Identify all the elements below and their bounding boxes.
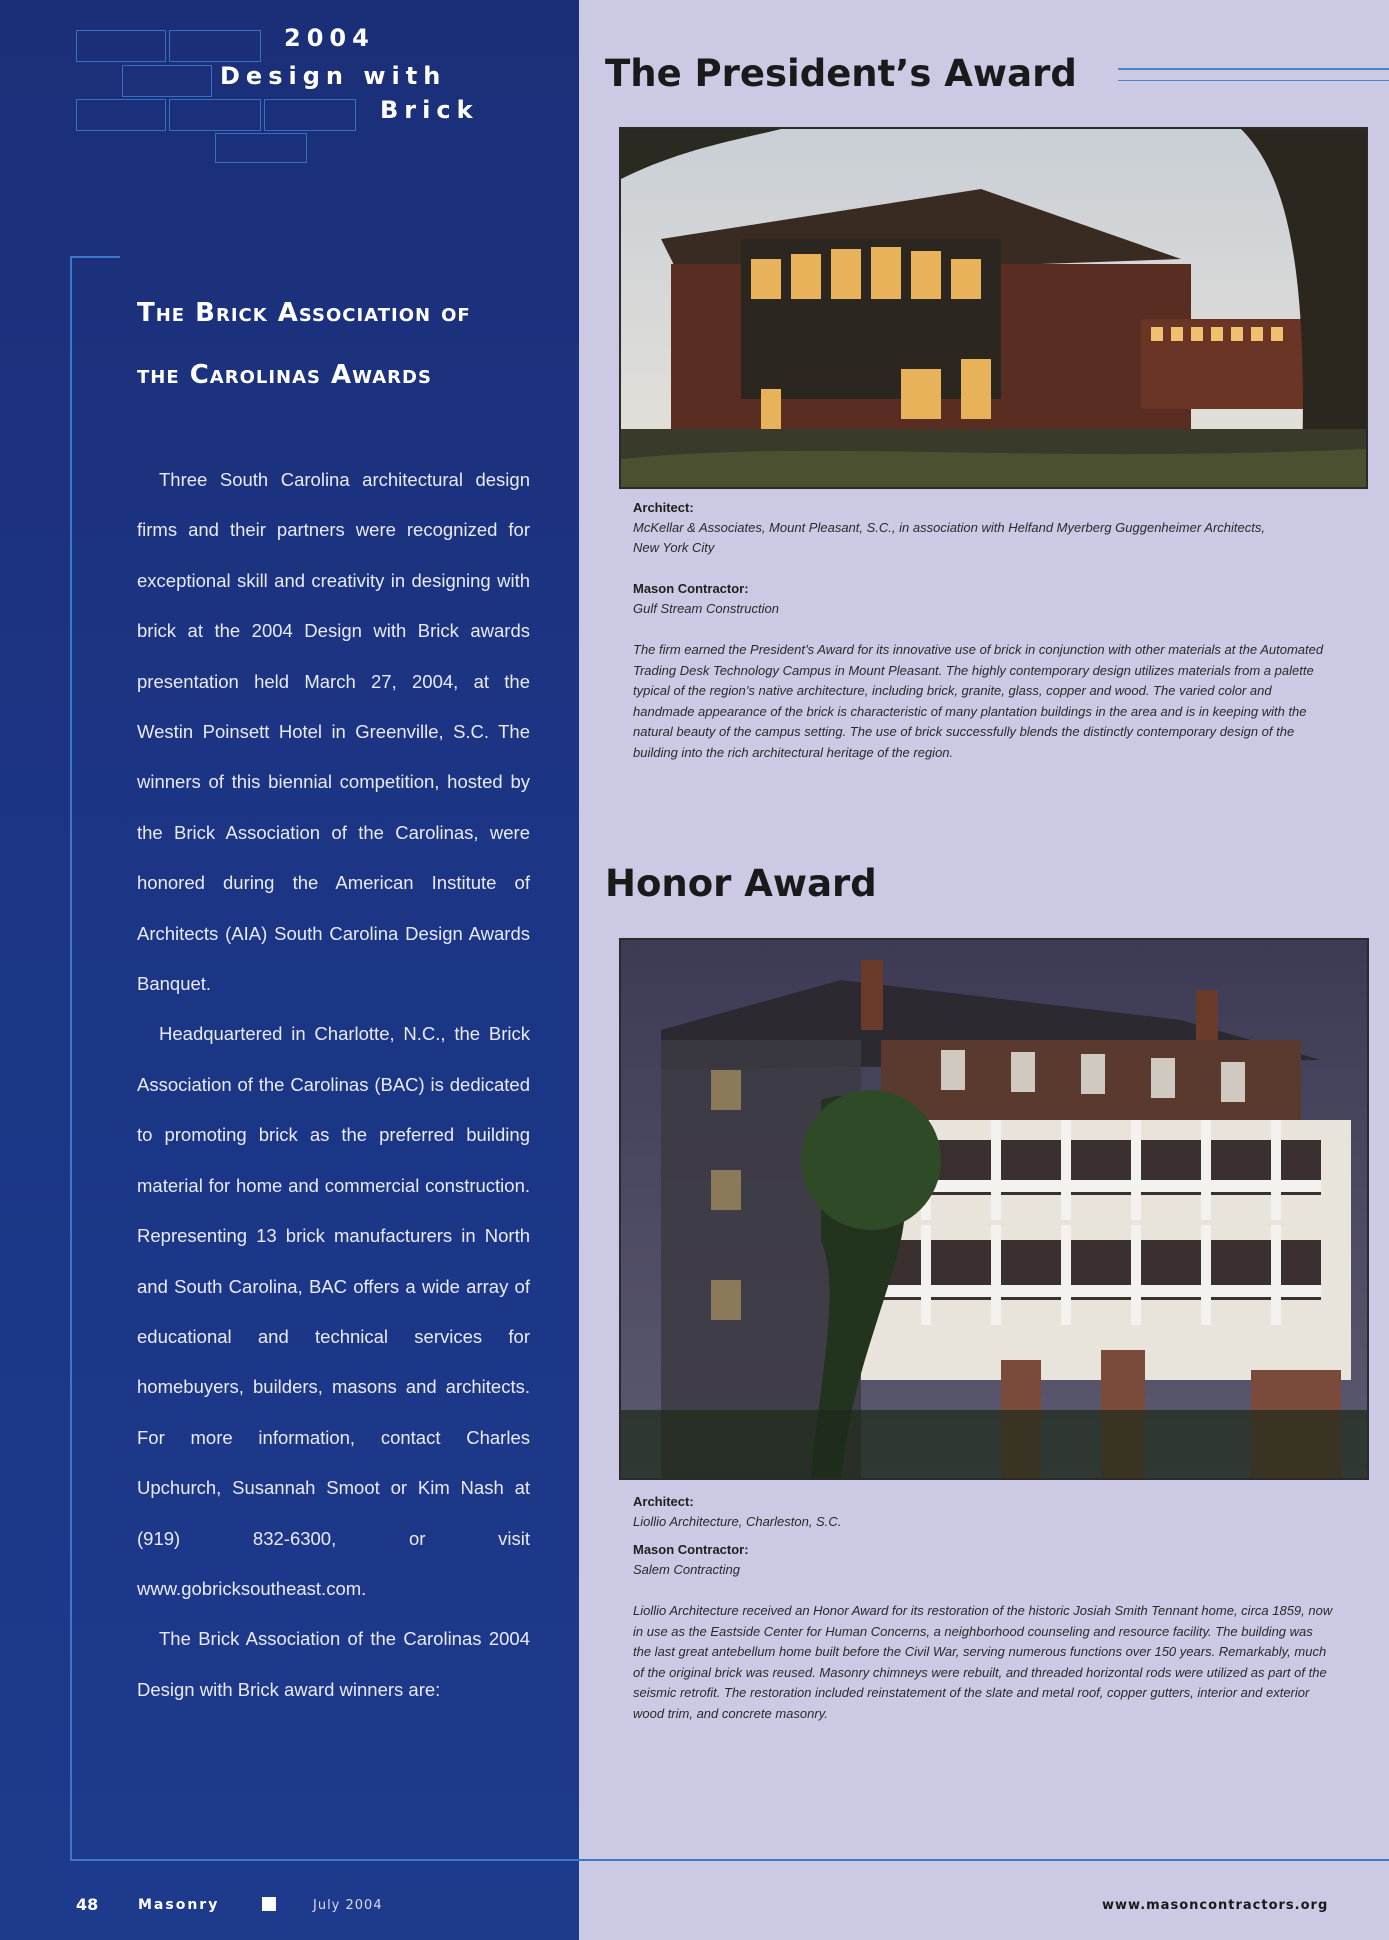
page-number: 48 (76, 1895, 99, 1914)
architect-value: Liollio Architecture, Charleston, S.C. (633, 1514, 842, 1529)
sidebar-body (137, 455, 530, 1715)
historic-home-photo (619, 938, 1369, 1480)
frame-line-bottom (70, 1859, 1389, 1861)
sidebar-title-line2: the Carolinas Awards (137, 360, 432, 390)
frame-line-top (70, 256, 120, 258)
title-rule (1118, 68, 1389, 70)
award-description: The firm earned the President’s Award for its innovative use of brick in conjunction with other materials at the Automated Trading Desk Technology Campus in Mount Pleasant. The highly contemporary design utilizes materials from a palette typical of the region’s native architecture, including brick, granite, glass, copper and wood. The varied color and handmade appearance of the brick is characteristic of many plantation buildings in the area and is in keeping with the natural beauty of the campus setting. The use of brick successfully blends the distinctly contemporary design of the building into the rich architectural heritage of the region. (633, 642, 1324, 760)
issue-date: July 2004 (313, 1898, 383, 1913)
mason-contractor-value: Salem Contracting (633, 1562, 740, 1577)
title-rule (1118, 80, 1389, 81)
architect-label: Architect: (633, 500, 694, 515)
logo-brick (169, 30, 261, 62)
logo-brick (264, 99, 356, 131)
sidebar-paragraph: Three South Carolina architectural design firms and their partners were recognized for exceptional skill and creativity in designing with brick at the 2004 Design with Brick awards presentation held March 27, 2004, at the Westin Poinsett Hotel in Greenville, S.C. The winners of this biennial competition, hosted by the Brick Association of the Carolinas, were honored during the American Institute of Architects (AIA) South Carolina Design Awards Banquet. (137, 469, 530, 995)
logo-brick (215, 133, 307, 163)
mason-contractor-value: Gulf Stream Construction (633, 601, 779, 616)
logo-brick (122, 65, 212, 97)
frame-line-vertical (70, 256, 72, 1861)
logo-line1: Design with (220, 62, 447, 90)
mason-contractor-label: Mason Contractor: (633, 581, 749, 596)
presidents-award-title: The President’s Award (605, 52, 1077, 95)
architect-label: Architect: (633, 1494, 694, 1509)
mason-contractor-label: Mason Contractor: (633, 1542, 749, 1557)
logo-brick (76, 30, 166, 62)
honor-award-title: Honor Award (605, 862, 877, 905)
campus-building-photo (619, 127, 1368, 489)
sidebar-paragraph: Headquartered in Charlotte, N.C., the Brick Association of the Carolinas (BAC) is dedicated to promoting brick as the preferred building material for home and commercial construction. Representing 13 brick manufacturers in North and South Carolina, BAC offers a wide array of educational and technical services for homebuyers, builders, masons and architects. For more information, contact Charles Upchurch, Susannah Smoot or Kim Nash at (919) 832-6300, or visit www.gobricksoutheast.com. (137, 1023, 530, 1599)
sidebar-title (137, 282, 471, 406)
architect-value: McKellar & Associates, Mount Pleasant, S.C., in association with Helfand Myerberg Guggenheimer Architects, New York City (633, 520, 1265, 555)
historic-home-image (621, 940, 1367, 1478)
campus-building-image (621, 129, 1366, 487)
magazine-name: Masonry (138, 1897, 220, 1913)
logo-year: 2004 (284, 24, 375, 52)
sidebar-paragraph: The Brick Association of the Carolinas 2004 Design with Brick award winners are: (137, 1628, 530, 1700)
logo-brick (76, 99, 166, 131)
award-description: Liollio Architecture received an Honor Award for its restoration of the historic Josiah Smith Tennant home, circa 1859, now in use as the Eastside Center for Human Concerns, a neighborhood counseling and resource facility. The building was the last great antebellum home built before the Civil War, serving numerous functions over 150 years. Remarkably, much of the original brick was reused. Masonry chimneys were rebuilt, and threaded horizontal rods were utilized as part of the seismic retrofit. The restoration included reinstatement of the slate and metal roof, copper gutters, interior and exterior wood trim, and concrete masonry. (633, 1603, 1333, 1721)
logo-brick (169, 99, 261, 131)
footer-square-bullet (262, 1897, 276, 1911)
website-url: www.masoncontractors.org (1102, 1898, 1329, 1913)
logo-line2: Brick (380, 96, 479, 124)
sidebar-title-line1: The Brick Association of (137, 298, 471, 328)
